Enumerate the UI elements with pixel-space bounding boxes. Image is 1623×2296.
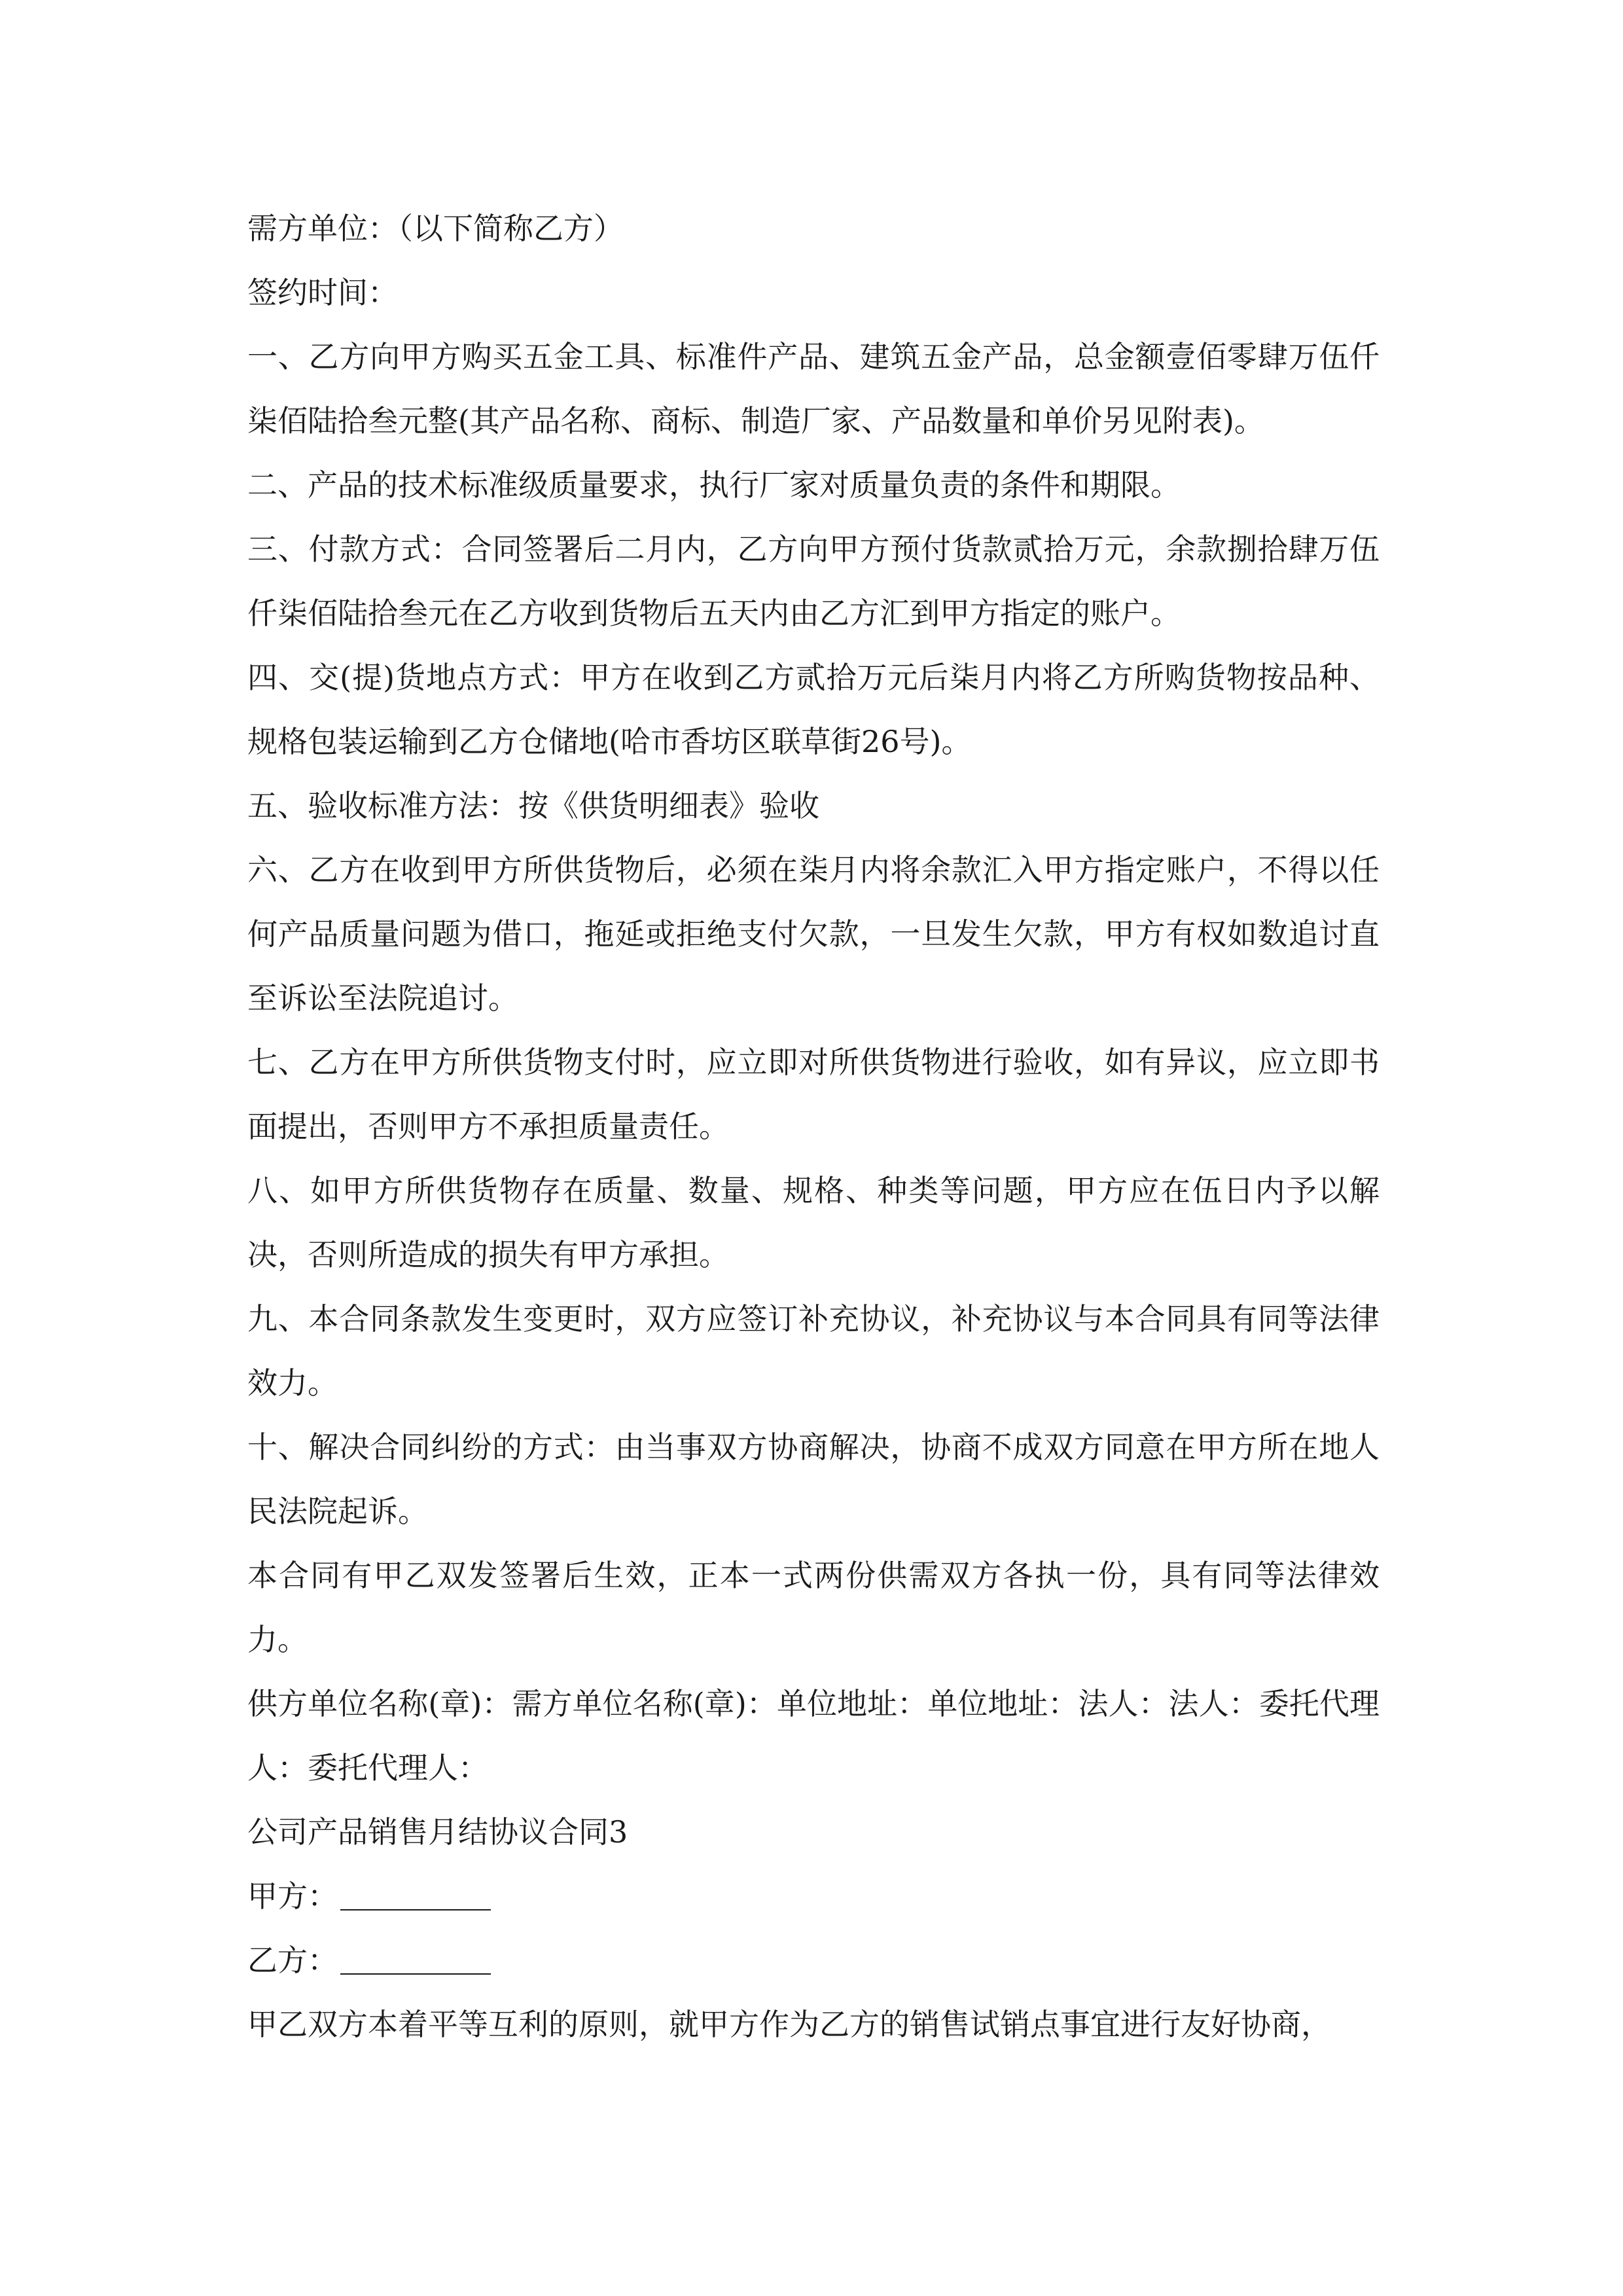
party-a-line [247,1864,1380,1928]
clause-6: 六、乙方在收到甲方所供货物后，必须在柒月内将余款汇入甲方指定账户，不得以任何产品质量问题为借口，拖延或拒绝支付欠款，一旦发生欠款，甲方有权如数追讨直至诉讼至法院追讨。 [247,852,1380,1016]
clause-2: 二、产品的技术标准级质量要求，执行厂家对质量负责的条件和期限。 [247,467,1181,503]
clause-8: 八、如甲方所供货物存在质量、数量、规格、种类等问题，甲方应在伍日内予以解决，否则所造成的损失有甲方承担。 [247,1173,1380,1272]
party-b-line [247,1928,1380,1992]
section-title: 公司产品销售月结协议合同3 [247,1814,628,1850]
party-a-blank-field [340,1879,491,1910]
clause-5: 五、验收标准方法：按《供货明细表》验收 [247,788,819,823]
clause-4: 四、交(提)货地点方式：甲方在收到乙方贰拾万元后柒月内将乙方所购货物按品种、规格包装运输到乙方仓储地(哈市香坊区联草街26号)。 [247,660,1380,759]
effectiveness-paragraph: 本合同有甲乙双发签署后生效，正本一式两份供需双方各执一份，具有同等法律效力。 [247,1558,1380,1657]
clause-1: 一、乙方向甲方购买五金工具、标准件产品、建筑五金产品，总金额壹佰零肆万伍仟柒佰陆拾叁元整(其产品名称、商标、制造厂家、产品数量和单价另见附表)。 [247,339,1380,439]
signature-block: 供方单位名称(章)：需方单位名称(章)：单位地址：单位地址：法人：法人：委托代理人：委托代理人： [247,1686,1380,1785]
clause-10: 十、解决合同纠纷的方式：由当事双方协商解决，协商不成双方同意在甲方所在地人民法院起诉。 [247,1429,1380,1529]
final-paragraph: 甲乙双方本着平等互利的原则，就甲方作为乙方的销售试销点事宜进行友好协商， [247,2007,1331,2042]
party-b-label: 乙方： [247,1943,338,1978]
party-b-blank-field [340,1943,491,1975]
clause-7: 七、乙方在甲方所供货物支付时，应立即对所供货物进行验收，如有异议，应立即书面提出，否则甲方不承担质量责任。 [247,1045,1380,1144]
clause-9: 九、本合同条款发生变更时，双方应签订补充协议，补充协议与本合同具有同等法律效力。 [247,1301,1380,1401]
paragraph-buyer-unit: 需方单位：（以下简称乙方） [247,211,624,246]
clause-3: 三、付款方式：合同签署后二月内，乙方向甲方预付货款贰拾万元，余款捌拾肆万伍仟柒佰陆拾叁元在乙方收到货物后五天内由乙方汇到甲方指定的账户。 [247,531,1380,631]
paragraph-sign-time: 签约时间： [247,275,398,310]
party-a-label: 甲方： [247,1878,338,1914]
document-body [247,196,1380,2056]
